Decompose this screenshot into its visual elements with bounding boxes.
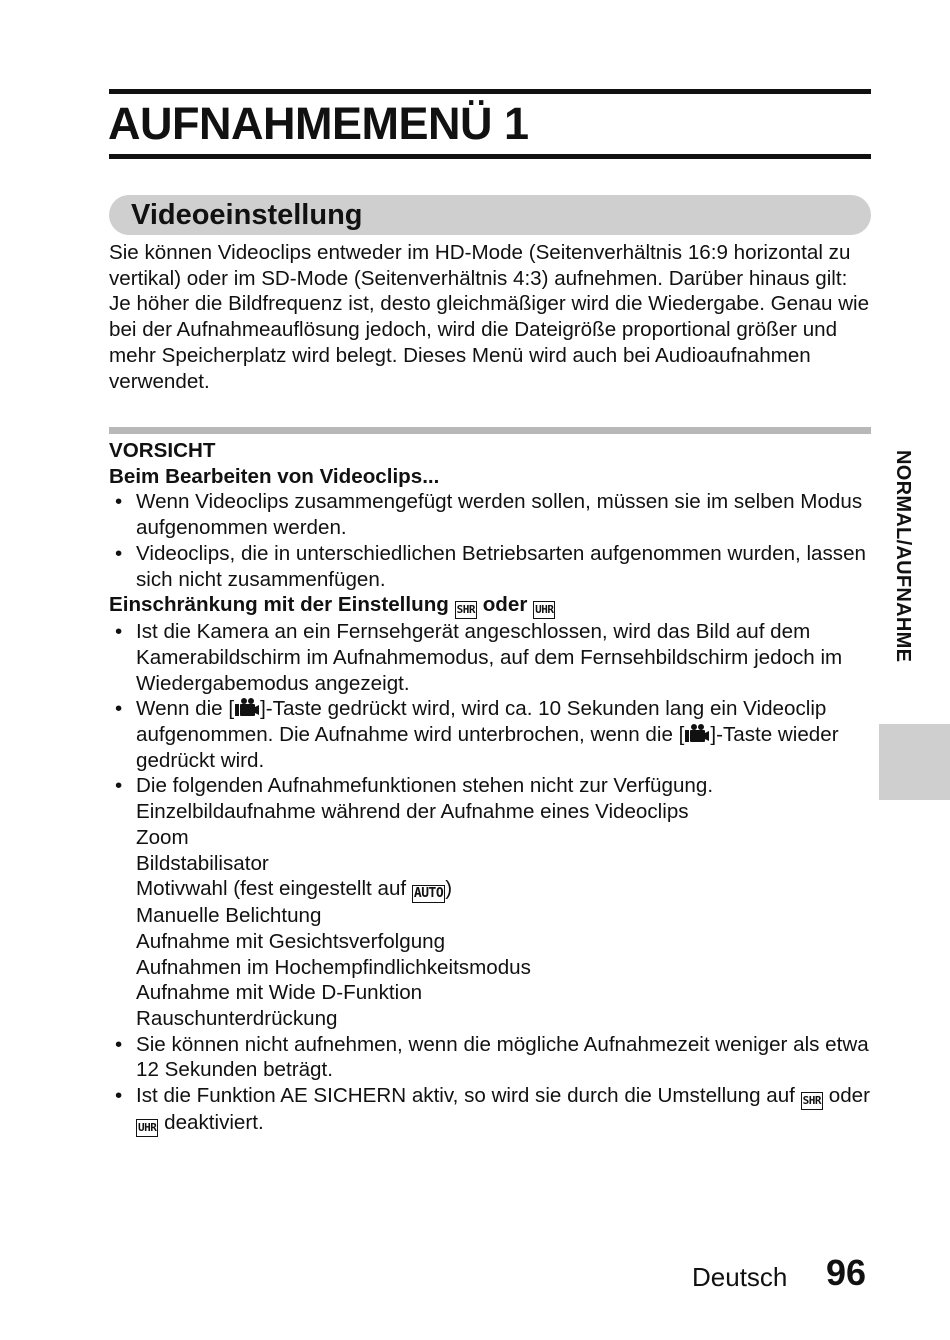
list-item: • Wenn Videoclips zusammengefügt werden sollen, müssen sie im selben Modus aufgenommen werden. xyxy=(109,489,879,540)
list-item: • Sie können nicht aufnehmen, wenn die mögliche Aufnahmezeit weniger als etwa 12 Sekunden beträgt. xyxy=(109,1032,879,1083)
caution-divider xyxy=(109,427,871,434)
unavailable-function: Rauschunterdrückung xyxy=(136,1007,338,1031)
title-rule-bottom xyxy=(109,154,871,159)
video-camera-button-icon xyxy=(684,722,710,744)
list-item-text: Ist die Funktion AE SICHERN aktiv, so wird sie durch die Umstellung auf xyxy=(136,1084,795,1108)
video-uhr-icon: UHR xyxy=(136,1119,158,1137)
caution-heading: VORSICHT xyxy=(109,439,216,462)
list-item-text: deaktiviert. xyxy=(164,1111,264,1135)
unavailable-function: Einzelbildaufnahme während der Aufnahme eines Videoclips xyxy=(136,800,689,824)
list-item-text: • Die folgenden Aufnahmefunktionen stehen nicht zur Verfügung. xyxy=(136,774,714,798)
video-camera-button-icon xyxy=(234,696,260,718)
video-shr-icon: SHR xyxy=(801,1092,823,1110)
side-tab-label: NORMAL/AUFNAHME xyxy=(892,450,914,663)
unavailable-function: Manuelle Belichtung xyxy=(136,904,322,928)
restriction-heading-or: oder xyxy=(482,593,528,617)
page-number: 96 xyxy=(826,1252,867,1293)
list-item-text: ]-Taste gedrückt wird, wird ca. 10 Sekunden lang ein Videoclip aufgenommen. Die Aufnahme wird unterbrochen, wenn die [ xyxy=(136,697,827,747)
page-title: AUFNAHMEMENÜ 1 xyxy=(108,98,529,149)
unavailable-function: Aufnahme mit Wide D-Funktion xyxy=(136,981,423,1005)
motivwahl-text: Motivwahl (fest eingestellt auf xyxy=(136,877,407,901)
editing-list xyxy=(109,489,879,592)
list-item xyxy=(109,1083,879,1137)
list-item xyxy=(109,696,879,773)
list-item: • Videoclips, die in unterschiedlichen Betriebsarten aufgenommen wurden, lassen sich nicht zusammenfügen. xyxy=(109,541,879,592)
footer-language: Deutsch xyxy=(692,1262,788,1292)
restriction-heading xyxy=(109,592,879,619)
list-item-text: ]-Taste wieder gedrückt wird. xyxy=(136,723,839,772)
section-heading-bar xyxy=(109,195,871,235)
title-rule-top xyxy=(109,89,871,94)
video-shr-icon: SHR xyxy=(455,601,477,619)
unavailable-function: Zoom xyxy=(136,825,189,849)
unavailable-function: Bildstabilisator xyxy=(136,851,269,875)
section-heading: Videoeinstellung xyxy=(131,199,363,231)
unavailable-function xyxy=(136,876,879,903)
caution-box xyxy=(109,438,879,1137)
unavailable-function: Aufnahmen im Hochempfindlichkeitsmodus xyxy=(136,955,531,979)
side-tab-marker xyxy=(879,724,950,800)
restriction-heading-text: Einschränkung mit der Einstellung xyxy=(109,593,449,617)
list-item-text: oder xyxy=(828,1084,870,1108)
intro-paragraph: Sie können Videoclips entweder im HD-Mode (Seitenverhältnis 16:9 horizontal zu vertikal) oder im SD-Mode (Seitenverhältnis 4:3) aufnehmen. Darüber hinaus gilt: Je höher die Bildfrequenz ist, desto gleichmäßiger wird die Wiedergabe. Genau wie bei der Aufnahmeauflösung jedoch, wird die Dateigröße proportional größer und mehr Speicherplatz wird belegt. Dieses Menü wird auch bei Audioaufnahmen verwendet. xyxy=(109,241,870,393)
editing-heading: Beim Bearbeiten von Videoclips... xyxy=(109,464,440,488)
video-uhr-icon: UHR xyxy=(533,601,555,619)
motivwahl-close: ) xyxy=(445,877,453,901)
auto-mode-icon: AUTO xyxy=(413,886,444,902)
list-item xyxy=(109,773,879,1031)
list-item-text: Wenn die [ xyxy=(136,697,235,721)
restriction-list xyxy=(109,619,879,1137)
unavailable-function: Aufnahme mit Gesichtsverfolgung xyxy=(136,929,446,953)
list-item: • Ist die Kamera an ein Fernsehgerät angeschlossen, wird das Bild auf dem Kamerabildschirm im Aufnahmemodus, auf dem Fernsehbildschirm jedoch im Wiedergabemodus angezeigt. xyxy=(109,619,879,696)
